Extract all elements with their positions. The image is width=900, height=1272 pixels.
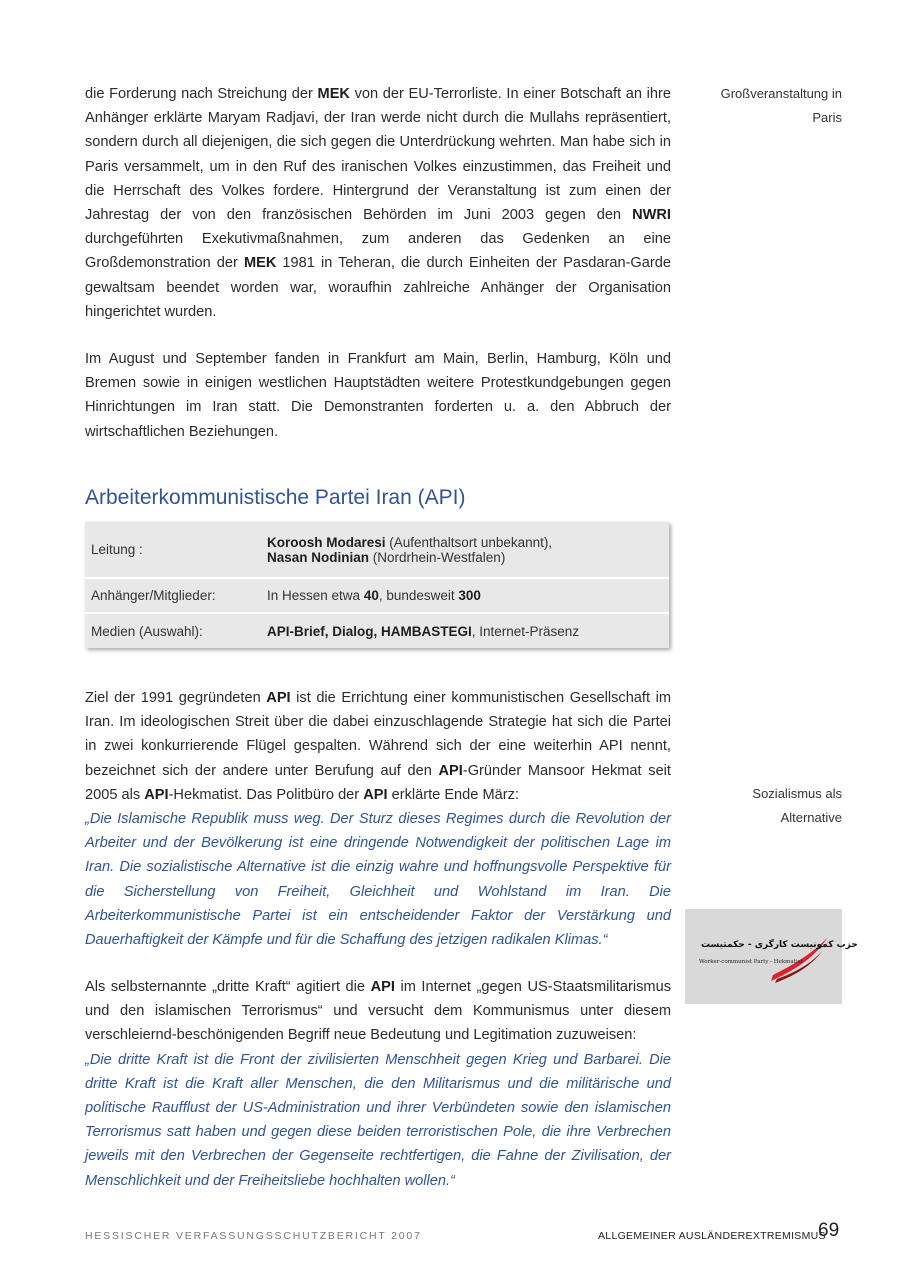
org-mek: MEK xyxy=(243,255,277,272)
text-segment: 1981 in Teheran, die durch Einheiten der Pasdaran-Garde gewaltsam beendet worden war, woraufhin zahlreiche Anhänger der Organisation hingerichtet wurden. xyxy=(85,255,671,320)
table-value-medien xyxy=(261,613,669,648)
margin-note-paris xyxy=(690,82,842,130)
logo-arabic-text: حزب کمونیست کارگری - حکمتیست xyxy=(701,940,858,950)
person-note: (Nordrhein-Westfalen) xyxy=(369,549,506,565)
text-segment: -Hekmatist. Das Politbüro der xyxy=(168,786,364,803)
page-number: 69 xyxy=(818,1220,840,1241)
paragraph-api-goal xyxy=(85,686,671,952)
footer-publication-title: HESSISCHER VERFASSUNGSSCHUTZBERICHT 2007 xyxy=(85,1230,422,1242)
party-logo xyxy=(685,909,858,1004)
margin-note-line: Sozialismus als xyxy=(752,786,842,801)
text-segment: Ziel der 1991 gegründeten xyxy=(85,690,267,706)
paragraph-paris-rally xyxy=(85,82,671,324)
paragraph-third-force xyxy=(85,975,671,1193)
text-segment: erklärte Ende März: xyxy=(387,786,519,803)
table-label: Medien (Auswahl): xyxy=(85,613,261,648)
text-segment: , bundesweit xyxy=(378,588,459,603)
table-value-mitglieder xyxy=(261,578,669,613)
section-heading: Arbeiterkommunistische Partei Iran (API) xyxy=(85,486,466,509)
text-segment: -Gründer Mansoor Hekmat seit 2005 als xyxy=(85,762,671,803)
logo-swoosh-icon xyxy=(685,909,858,1004)
text-segment: durchgeführten Exekutivmaßnahmen, zum anderen das Gedenken an eine Großdemonstration der xyxy=(85,231,671,272)
paragraph-protests xyxy=(85,347,671,444)
text-segment: , Internet-Präsenz xyxy=(471,623,580,639)
count-hessen: 40 xyxy=(363,588,379,603)
org-api: API xyxy=(144,786,169,803)
person-note: (Aufenthaltsort unbekannt), xyxy=(385,534,553,550)
org-api: API xyxy=(266,690,291,706)
table-row-leitung xyxy=(85,522,669,578)
margin-note-line: Alternative xyxy=(780,810,842,825)
quote-politburo: „Die Islamische Republik muss weg. Der Sturz dieses Regimes durch die Revolution der Arbeiter und der Bevölkerung ist eine dringende Notwendigkeit der politischen Lage im Iran. Die sozialistische Alternative ist die einzig wahre und hoffnungsvolle Perspektive für die Sicherstellung von Freiheit, Gleichheit und Wohlstand im Iran. Die Arbeiterkommunistische Partei ist ein entscheidender Faktor der Verstärkung und Dauerhaftigkeit der Kämpfe und für die Schaffung des jetzigen radikalen Klimas.“ xyxy=(85,811,671,949)
text-segment: ist die Errichtung einer kommunistischen Gesellschaft im Iran. Im ideologischen Streit über die dabei einzuschlagende Strategie hat sich die Partei in zwei konkurrierende Flügel gespalten. Während sich der eine weiterhin API nennt, bezeichnet sich der andere unter Berufung auf den xyxy=(85,690,671,779)
text-segment: die Forderung nach Streichung der xyxy=(85,86,318,102)
table-row-medien xyxy=(85,613,669,648)
footer-chapter-title: ALLGEMEINER AUSLÄNDEREXTREMISMUS xyxy=(598,1230,826,1242)
org-api: API xyxy=(438,762,463,779)
count-bundesweit: 300 xyxy=(458,588,481,603)
text-segment: In Hessen etwa xyxy=(267,588,364,603)
table-label: Anhänger/Mitglieder: xyxy=(85,578,261,613)
org-mek: MEK xyxy=(317,86,350,102)
organization-info-table xyxy=(85,522,669,648)
table-value-leitung xyxy=(261,522,669,578)
table-row-mitglieder xyxy=(85,578,669,613)
person-name: Nasan Nodinian xyxy=(267,549,370,565)
person-name: Koroosh Modaresi xyxy=(267,534,386,550)
org-api: API xyxy=(363,786,388,803)
text-segment: Als selbsternannte „dritte Kraft“ agitiert die xyxy=(85,979,371,995)
org-nwri: NWRI xyxy=(632,207,671,224)
text-segment: von der EU-Terrorliste. In einer Botschaft an ihre Anhänger erklärte Maryam Radjavi, der Iran werde nicht durch die Mullahs repräsentiert, sondern durch all diejenigen, die sich gegen die Unterdrückung wehrten. Man habe sich in Paris versammelt, um in den Ruf des iranischen Volkes einzustimmen, das Freiheit und die Herrschaft des Volkes fordere. Hintergrund der Veranstaltung ist zum einen der Jahrestag der von den französischen Behörden im Juni 2003 gegen den xyxy=(85,86,671,224)
org-api: API xyxy=(370,979,395,995)
margin-note-socialism xyxy=(690,782,842,830)
media-names: API-Brief, Dialog, HAMBASTEGI xyxy=(267,623,472,639)
logo-latin-text: Worker-communist Party - Hekmatist xyxy=(699,959,803,965)
text-segment: im Internet „gegen US-Staatsmilitarismus und den islamischen Terrorismus“ und versucht dem Kommunismus unter diesem verschleiernd-beschönigenden Begriff neue Bedeutung und Legitimation zuzuweisen: xyxy=(85,979,671,1044)
table-label: Leitung : xyxy=(85,522,261,578)
quote-third-force: „Die dritte Kraft ist die Front der zivilisierten Menschheit gegen Krieg und Barbarei. Die dritte Kraft ist die Kraft aller Menschen, die den Militarismus und die militärische und politische Raufflust der US-Administration und ihrer Verbündeten sowie den islamischen Terrorismus satt haben und gegen diese beiden terroristischen Pole, die ihre Verbrechen jeweils mit den Verbrechen der Gegenseite rechtfertigen, die Fahne der Zivilisation, der Menschlichkeit und der Freiheitsliebe hochhalten wollen.“ xyxy=(85,1051,671,1189)
paragraph-text: Im August und September fanden in Frankfurt am Main, Berlin, Hamburg, Köln und Bremen sowie in einigen westlichen Hauptstädten weitere Protestkundgebungen gegen Hinrichtungen im Iran statt. Die Demonstranten forderten u. a. den Abbruch der wirtschaftlichen Beziehungen. xyxy=(85,351,671,440)
margin-note-text: Großveranstaltung in Paris xyxy=(720,86,842,125)
